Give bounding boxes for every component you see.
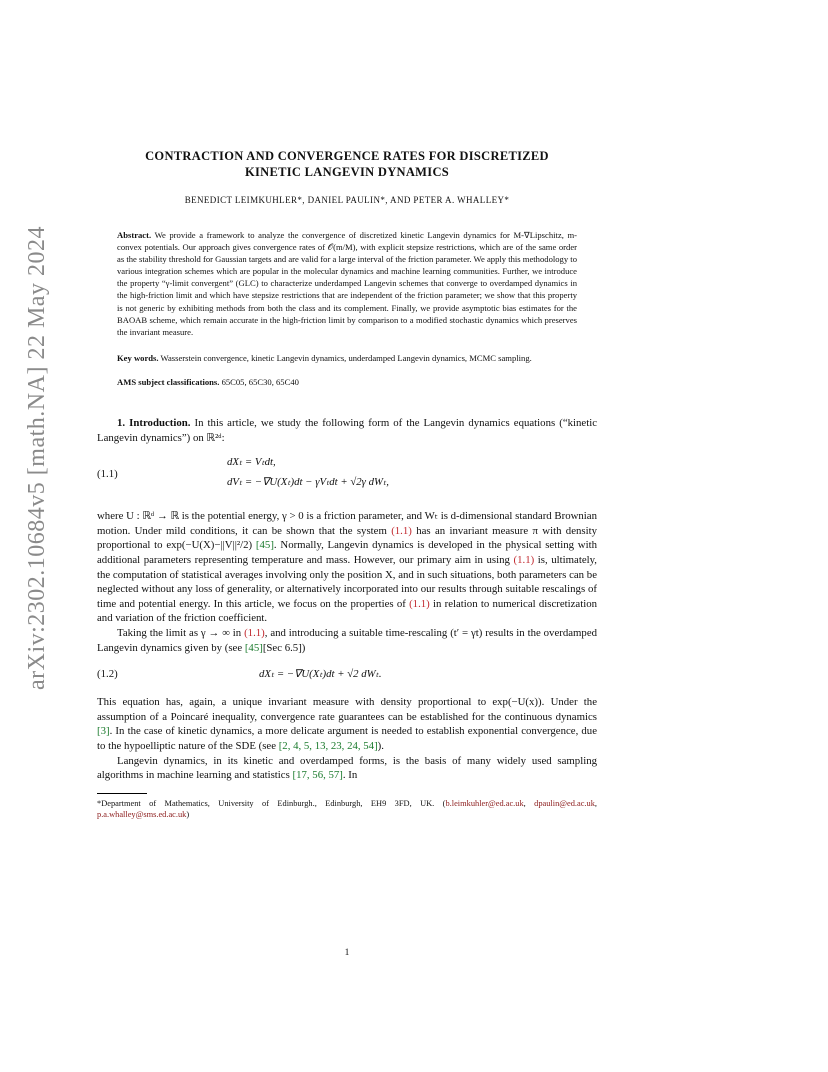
email-link[interactable]: p.a.whalley@sms.ed.ac.uk [97, 809, 187, 819]
title-line-1: CONTRACTION AND CONVERGENCE RATES FOR DISCRETIZED [145, 149, 549, 163]
equation-line: dVₜ = −∇U(Xₜ)dt − γVₜdt + √2γ dWₜ, [227, 476, 389, 489]
equation-line: dXₜ = −∇U(Xₜ)dt + √2 dWₜ. [259, 668, 382, 681]
equation-number: (1.2) [97, 668, 118, 681]
citation-link[interactable]: [45] [255, 539, 274, 552]
body-text: . In the case of kinetic dynamics, a more delicate argument is needed to establish exponential convergence, due to the hypoelliptic nature of the SDE (see [97, 725, 597, 752]
ams-classification [117, 376, 577, 388]
email-link[interactable]: b.leimkuhler@ed.ac.uk [445, 798, 524, 808]
abstract-label: Abstract. [117, 230, 152, 240]
body-text: This equation has, again, a unique invariant measure with density proportional to exp(−U(x)). Under the assumption of a Poincaré inequality, convergence rate guarantees can be established for the continuous dynamics [97, 696, 597, 723]
abstract-block [97, 229, 597, 388]
citation-link[interactable]: [3] [97, 725, 110, 738]
equation-link[interactable]: (1.1) [513, 554, 535, 566]
introduction-section [97, 416, 597, 783]
ams-text: 65C05, 65C30, 65C40 [221, 376, 299, 387]
intro-paragraph-2 [97, 509, 597, 626]
intro-text: In this article, we study the following form of the Langevin dynamics equations (“kinetic Langevin dynamics”) on ℝ²ᵈ: [97, 417, 597, 444]
footnote-rule [97, 793, 147, 794]
keywords-label: Key words. [117, 352, 159, 363]
body-text: [Sec 6.5]) [262, 641, 306, 654]
intro-paragraph-1 [97, 416, 597, 445]
citation-link[interactable]: [2, 4, 5, 13, 23, 24, 54] [278, 739, 378, 752]
arxiv-identifier: arXiv:2302.10684v5 [math.NA] 22 May 2024 [24, 226, 50, 690]
equation-1-2 [97, 663, 597, 685]
body-text: . In [342, 769, 358, 782]
body-text: has an invariant measure π with density proportional to exp(−U(X)−||V||²/2) [97, 524, 597, 552]
equation-link[interactable]: (1.1) [391, 524, 412, 537]
body-text: Langevin dynamics, in its kinetic and overdamped forms, is the basis of many widely used sampling algorithms in machine learning and statistics [97, 754, 597, 782]
body-text: ). [377, 739, 384, 752]
intro-paragraph-5 [97, 754, 597, 783]
keywords [117, 352, 577, 364]
page-number: 1 [344, 948, 350, 958]
body-text: in relation to numerical discretization and variation of the friction coefficient. [97, 597, 597, 625]
abstract [117, 229, 577, 338]
citation-link[interactable]: [17, 56, 57] [292, 769, 343, 782]
abstract-text: We provide a framework to analyze the convergence of discretized kinetic Langevin dynamics for M-∇Lipschitz, m-convex potentials. Our approach gives convergence rates of 𝒪(m/M), with explicit stepsize restrictions, which are of the same order as the stability threshold for Gaussian targets and are valid for a large interval of the friction parameter. We apply this methodology to various integration schemes which are popular in the molecular dynamics and machine learning communities. Further, we introduce the property “γ-limit convergent” (GLC) to characterize underdamped Langevin schemes that converge to overdamped dynamics in the high-friction limit and which have stepsize restrictions that are independent of the friction parameter; we show that this property is not generic by exhibiting methods from both the class and its complement. Finally, we provide asymptotic bias estimates for the BAOAB scheme, which remain accurate in the high-friction limit by comparison to a modified stochastic dynamics which preserves the invariant measure. [117, 230, 577, 337]
footnote-text: *Department of Mathematics, University of Edinburgh., Edinburgh, EH9 3FD, UK. [97, 798, 435, 808]
ams-label: AMS subject classifications. [117, 376, 220, 387]
body-text: , and introducing a suitable time-rescaling (t′ = γt) results in the overdamped Langevin dynamics given by (see [97, 626, 598, 654]
equation-1-1 [97, 455, 597, 499]
author-list: BENEDICT LEIMKUHLER*, DANIEL PAULIN*, AND PETER A. WHALLEY* [184, 195, 510, 205]
paper-page [97, 148, 598, 958]
intro-paragraph-3 [97, 626, 597, 655]
email-link[interactable]: dpaulin@ed.ac.uk [534, 798, 595, 808]
footnote: *Department of Mathematics, University of Edinburgh., Edinburgh, EH9 3FD, UK. (b.leimkuhler@ed.ac.uk, dpaulin@ed.ac.uk, p.a.whalley@sms.ed.ac.uk) [97, 798, 597, 819]
body-text: is, ultimately, the computation of statistical averages involving only the position X, and in such situations, both parameters can be neglected without any loss of generality, or alternatively incorporated into our results through suitable rescalings of time and potential energy. In this article, we focus on the properties of [97, 554, 598, 610]
title-line-2: KINETIC LANGEVIN DYNAMICS [244, 165, 450, 179]
body-text: . Normally, Langevin dynamics is developed in the physical setting with additional parameters representing temperature and mass. However, our primary aim in using [97, 539, 597, 566]
equation-link[interactable]: (1.1) [244, 626, 265, 639]
body-text: Taking the limit as γ → ∞ in [117, 626, 242, 639]
equation-line: dXₜ = Vₜdt, [227, 456, 276, 469]
equation-number: (1.1) [97, 468, 118, 481]
intro-paragraph-4 [97, 695, 597, 753]
section-heading: 1. Introduction. [117, 417, 191, 430]
paper-title [97, 148, 597, 180]
body-text: where U : ℝᵈ → ℝ is the potential energy, γ > 0 is a friction parameter, and Wₜ is d-dimensional standard Brownian motion. Under mild conditions, it can be shown that the system [97, 510, 597, 537]
equation-link[interactable]: (1.1) [409, 597, 430, 610]
citation-link[interactable]: [45] [244, 641, 263, 654]
keywords-text: Wasserstein convergence, kinetic Langevin dynamics, underdamped Langevin dynamics, MCMC sampling. [160, 352, 532, 363]
